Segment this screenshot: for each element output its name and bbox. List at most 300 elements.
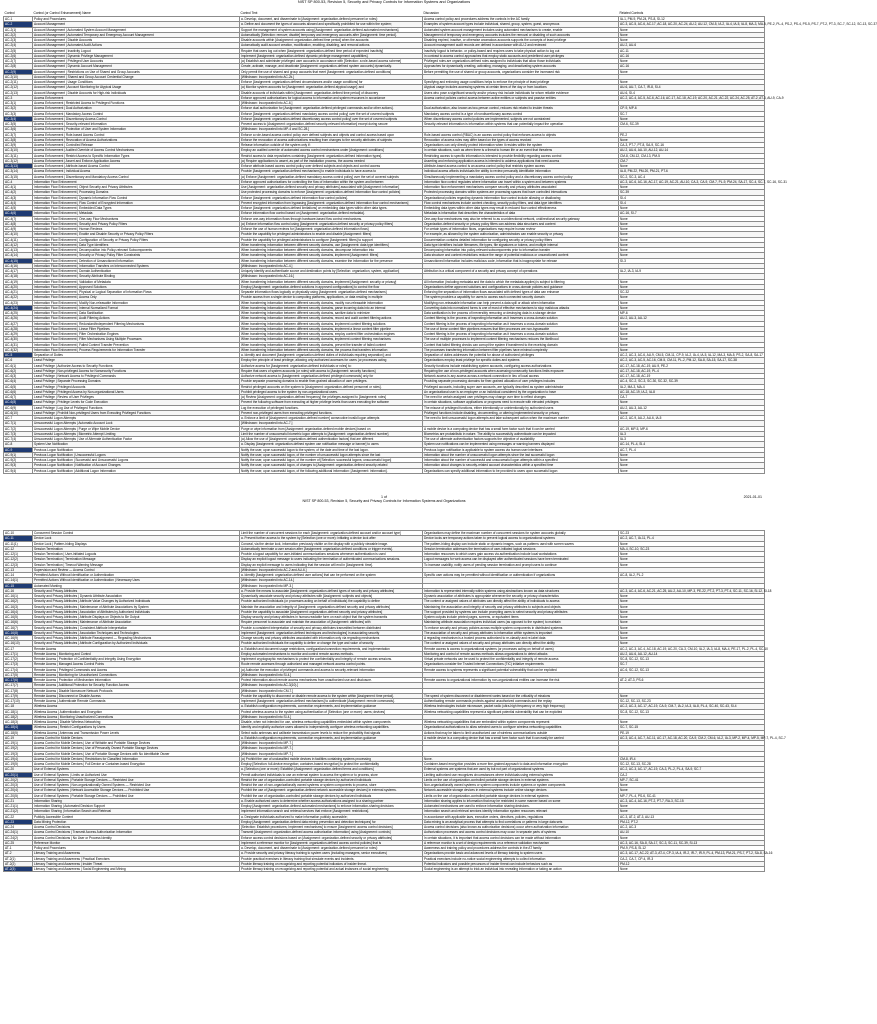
discussion-cell: Individual access affords individuals the ability to review personally identifiable information (423, 169, 619, 174)
related-controls-cell: None (619, 342, 765, 347)
related-controls-cell: IA-2, IA-3, IA-9 (619, 269, 765, 274)
control-text-cell: Log the execution of privileged functions. (240, 405, 423, 410)
control-text-cell: Implement a reference monitor for [Assignment: organization-defined access control policies] that is (240, 840, 423, 845)
control-name-cell: Information Flow Enforcement | Security Attribute Binding (33, 274, 240, 279)
control-id-cell: AC-12(2) (4, 557, 33, 562)
related-controls-cell: SI-4 (619, 200, 765, 205)
discussion-cell: Access control decisions (also known as authorization decisions) occur when authorization information (423, 825, 619, 830)
control-id-cell: AC-4(18) (4, 274, 33, 279)
discussion-cell: Automated system account management includes using automated mechanisms to create, enable (423, 27, 619, 32)
related-controls-cell: None (619, 59, 765, 64)
discussion-cell: Privileged accounts, including super user accounts, are typically described as system administrator (423, 384, 619, 389)
control-name-cell: Information Flow Enforcement | Filter Orchestration Engines (33, 332, 240, 337)
control-id-cell: AC-4(5) (4, 206, 33, 211)
control-text-cell: [Withdrawn: Incorporated into AC-6.] (240, 101, 423, 106)
table-row (4, 867, 765, 872)
discussion-cell: Dynamic association of attributes is appropriate whenever the security or privacy characteristics (423, 594, 619, 599)
control-id-cell: AC-19(4) (4, 756, 33, 761)
related-controls-cell: None (619, 641, 765, 646)
table-row (4, 468, 765, 473)
related-controls-cell: AU-2, AU-6 (619, 43, 765, 48)
related-controls-cell: IA-3 (619, 431, 765, 436)
control-text-cell: Maintain the association and integrity of [Assignment: organization-defined security and privacy attributes] (240, 604, 423, 609)
discussion-cell: Access control policies control access between active entities or subjects and passive entities (423, 95, 619, 100)
control-name-cell: Access Enforcement (33, 95, 240, 100)
control-text-cell: Prevent non-privileged users from executing privileged functions. (240, 410, 423, 415)
discussion-cell: Documentation contains detailed information for configuring security or privacy policy filters (423, 237, 619, 242)
control-text-cell: Only permit the use of shared and group accounts that meet [Assignment: organization-defined conditions] (240, 69, 423, 74)
control-id-cell: AC-20(5) (4, 793, 33, 798)
control-id-cell: AC-12(1) (4, 552, 33, 557)
control-id-cell: AC-23 (4, 819, 33, 824)
control-name-cell: Account Management | Dynamic Account Management (33, 64, 240, 69)
related-controls-cell: CM-8, CM-12, CM-13, PM-5 (619, 153, 765, 158)
control-name-cell: Information Flow Enforcement | Validation of Metadata (33, 279, 240, 284)
control-id-cell: AC-16(10) (4, 641, 33, 646)
discussion-cell: The need for certain assigned user privileges may change over time to reflect changes (423, 395, 619, 400)
control-id-cell: AC-4(10) (4, 232, 33, 237)
control-name-cell: Account Management | Usage Conditions (33, 80, 240, 85)
related-controls-cell: AU-2, AU-6, AU-12, AU-14 (619, 651, 765, 656)
control-name-cell: Unsuccessful Logon Attempts | Purge or Wipe Mobile Device (33, 426, 240, 431)
discussion-cell: Mandatory access control is a type of nondiscretionary access control (423, 111, 619, 116)
related-controls-cell: None (619, 221, 765, 226)
control-id-cell: AC-3 (4, 95, 33, 100)
related-controls-cell: SC-8, SC-12, SC-13 (619, 657, 765, 662)
control-name-cell: Information Flow Enforcement | Decomposition into Policy-relevant Subcomponents (33, 248, 240, 253)
control-name-cell: Account Management | Automated System Account Management (33, 27, 240, 32)
control-id-cell: AC-20(3) (4, 783, 33, 788)
related-controls-cell: AC-2, AC-3, AC-4, AC-18, AC-19, AC-20, CA-3, CM-10, IA-2, IA-3, IA-8, MA-4, PE-17, PL-2, PL-4, SC-10 (620, 646, 768, 651)
control-id-cell: AC-3(9) (4, 143, 33, 148)
control-text-cell: Release information outside of the system only if: (240, 143, 423, 148)
control-name-cell: Unsuccessful Logon Attempts (33, 416, 240, 421)
control-name-cell: Access Enforcement | Individual Access (33, 169, 240, 174)
control-name-cell: Previous Logon Notification | Additional Logon Information (33, 468, 240, 473)
related-controls-cell: IA-3 (619, 437, 765, 442)
control-name-cell: Information Sharing (33, 798, 240, 803)
control-id-cell: AC-2 (4, 22, 33, 27)
control-text-cell: Provide [Assignment: organization-defined mechanisms] to enable individuals to have access to (240, 169, 423, 174)
discussion-cell: Wireless networking capabilities that are embedded within system components represent (423, 720, 619, 725)
control-id-cell: AC-2(9) (4, 69, 33, 74)
related-controls-cell: None (619, 636, 765, 641)
control-id-cell: AC-7(2) (4, 426, 33, 431)
related-controls-cell: None (619, 788, 765, 793)
control-name-cell: Session Termination (33, 546, 240, 551)
related-controls-cell: None (619, 227, 765, 232)
control-text-cell: Identify and explicitly authorize users allowed to independently configure wireless networking capabilities. (240, 725, 423, 730)
related-controls-cell: SC-12, SC-13, SC-28 (619, 762, 765, 767)
control-text-cell: [Withdrawn: Incorporated into AC-2 and AU-6.] (240, 567, 423, 572)
control-id-cell: AC-19(5) (4, 762, 33, 767)
control-name-cell: Access Enforcement | Protection of User and System Information (33, 127, 240, 132)
control-id-cell: AC-4(1) (4, 185, 33, 190)
related-controls-cell: AU-2, AU-3, AU-12 (619, 405, 765, 410)
control-text-cell: Provide the capability for privileged administrators to configure [Assignment: filters] to support (240, 237, 423, 242)
discussion-cell: Remote access is access to organizational systems (or processes acting on behalf of users) (423, 646, 619, 651)
control-text-cell: Provide literacy training on recognizing and reporting potential and actual instances of social engineering (240, 867, 423, 872)
column-header-control: Control (4, 11, 15, 15)
control-id-cell: AC-3(7) (4, 132, 33, 137)
discussion-cell: Specific user actions may be permitted without identification or authentication if organizations (423, 573, 619, 578)
control-name-cell: Device Lock | Pattern-hiding Displays (33, 541, 240, 546)
control-name-cell: Information Flow Enforcement | Human Reviews (33, 227, 240, 232)
related-controls-cell: AC-2, AC-4, AC-5, AC-6, AC-16, AC-17, AC-18, AC-19, AC-20, AC-21, AC-22, AC-24, AC-25, AT-2, AT-3, AU-9, CA-9 (620, 95, 784, 100)
control-id-cell: AC-3(14) (4, 169, 33, 174)
control-id-cell: AC-4(30) (4, 337, 33, 342)
control-text-cell: Create, activate, manage, and deactivate [Assignment: organization-defined system accounts] dynamically. (240, 64, 423, 69)
discussion-cell: Organizations may define the maximum number of concurrent sessions for system accounts globally (423, 531, 619, 536)
control-id-cell: AC-3(12) (4, 158, 33, 163)
control-text-cell: a. Identify and document [Assignment: organization-defined duties of individuals requiring separation]; and (240, 353, 423, 358)
related-controls-cell: None (619, 720, 765, 725)
control-text-cell: Use [Assignment: organization-defined security and privacy attributes] associated with [Assignment: information] (240, 185, 423, 190)
discussion-cell: The misuse of privileged functions, either intentionally or unintentionally by authorized users (423, 405, 619, 410)
control-text-cell: Automatically terminate a user session after [Assignment: organization-defined conditions or trigger events]. (240, 546, 423, 551)
discussion-cell: In certain situations, software applications or programs need to execute with elevated privileges (423, 400, 619, 405)
control-name-cell: Access Enforcement | Assert and Enforce Application Access (33, 158, 240, 163)
related-controls-cell: AC-3, AC-16, SA-8, SA-17, SC-3, SC-11, SC-39, SI-13 (619, 840, 765, 845)
related-controls-cell: SC-12, SC-13, SC-23 (619, 699, 765, 704)
control-id-cell: AC-21(1) (4, 804, 33, 809)
control-id-cell: AC-20(4) (4, 788, 33, 793)
related-controls-cell: AC-2, AC-3, AC-17, AC-19, CA-3, PL-2, PL-4, SA-9, SC-7 (619, 767, 765, 772)
discussion-cell: Simultaneously implementing a mandatory access control policy and a discretionary access control policy (423, 174, 619, 179)
control-text-cell: Display security and privacy attributes in human-readable form on each object that the system transmits (240, 615, 423, 620)
control-name-cell: Least Privilege | Separate Processing Domains (33, 379, 240, 384)
discussion-cell: Information resources to which users gain access via authentication include local workstations (423, 552, 619, 557)
control-id-cell: AC-12(3) (4, 562, 33, 567)
discussion-cell: Data mining is an analytical process that attempts to find correlations or patterns in large data sets (423, 819, 619, 824)
discussion-cell: Previous logon notification is applicable to system access via human user interfaces (423, 447, 619, 452)
related-controls-cell: AC-2, AC-9, AU-2, AU-6, IA-5 (619, 416, 765, 421)
control-name-cell: Publicly Accessible Content (33, 814, 240, 819)
control-name-cell: Remote Access | Protection of Confidentiality and Integrity Using Encryption (33, 657, 240, 662)
control-name-cell: Account Management | Account Monitoring for Atypical Usage (33, 85, 240, 90)
control-id-cell: AC-8 (4, 442, 33, 447)
discussion-cell: The use of linear content filter pipelines ensures that filter processes are non-bypassable (423, 326, 619, 331)
control-text-cell: When transferring information between different security domains, implement a linear content filter pipeline (240, 326, 423, 331)
discussion-cell: To increase usability, notify users of pending session termination and prompt users to continue (423, 562, 619, 567)
control-id-cell: AC-2(10) (4, 74, 33, 79)
control-text-cell: Limit the number of concurrent sessions for each [Assignment: organization-defined account and/or account type] (240, 531, 423, 536)
discussion-cell: A reference monitor is a set of design requirements on a reference validation mechanism (423, 840, 619, 845)
control-name-cell: Remote Access | Privileged Commands and Access (33, 667, 240, 672)
control-name-cell: Reference Monitor (33, 840, 240, 845)
control-name-cell: Literacy Training and Awareness | Insider Threat (33, 861, 240, 866)
control-name-cell: System Use Notification (33, 442, 240, 447)
control-id-cell: AC-7(3) (4, 431, 33, 436)
discussion-cell: The use of multiple processes to implement content filtering mechanisms reduces the likelihood (423, 337, 619, 342)
discussion-cell: The system provides a capability for users to access each connected security domain (423, 295, 619, 300)
discussion-cell: Maintaining attribute association requires individual users (as opposed to the system) to maintain (423, 620, 619, 625)
control-id-cell: AC-4(27) (4, 321, 33, 326)
control-name-cell: Security and Privacy Attributes | Association Techniques and Technologies (33, 630, 240, 635)
control-id-cell: AC-4(29) (4, 332, 33, 337)
control-text-cell: Notify the user, upon successful logon to the system, of the date and time of the last logon. (240, 447, 423, 452)
control-name-cell: Remote Access | Monitoring for Unauthorized Connections (33, 672, 240, 677)
control-text-cell: When transferring information between different security domains, parse incoming data into an internal (240, 305, 423, 310)
control-id-cell: AC-9(4) (4, 468, 33, 473)
control-name-cell: Least Privilege | Review of User Privileges (33, 395, 240, 400)
control-id-cell: AC-6(10) (4, 410, 33, 415)
related-controls-cell: None (619, 326, 765, 331)
control-name-cell: Information Flow Enforcement | Embedded Data Types (33, 206, 240, 211)
control-text-cell: Disable accounts within [Assignment: organization-defined time period] when the accounts: (240, 38, 423, 43)
related-controls-cell: AC-2, AC-3, AC-17, AC-19, CA-9, CM-7, IA-2, IA-3, IA-8, PL-4, SC-40, SC-43, SI-4 (619, 704, 765, 709)
control-name-cell: Permitted Actions Without Identification or Authentication (33, 573, 240, 578)
control-name-cell: Remote Access | Managed Access Control Points (33, 662, 240, 667)
related-controls-cell: None (619, 164, 765, 169)
discussion-cell: Converting data into normalized forms is one of most of effective mechanisms to stop malicious attacks (423, 305, 619, 310)
related-controls-cell: None (619, 541, 765, 546)
related-controls-cell: MP-6 (619, 311, 765, 316)
discussion-cell: Inactivity logout is behavior- or policy-based and requires users to take physical action to log out (423, 48, 619, 53)
control-text-cell: (a) Enforce [Assignment: organization-defined mandatory access control policy] over the set of covered subjects (240, 174, 423, 179)
control-text-cell: Provide authorized individuals (or processes acting on behalf of individuals) the capability to define (240, 599, 423, 604)
control-text-cell: Enforce [Assignment: organization-defined information flow control policies]. (240, 195, 423, 200)
control-text-cell: Prohibit privileged access to the system by non-organizational users. (240, 389, 423, 394)
discussion-cell: Decomposing information into policy-relevant subcomponents prior to information transfer (423, 248, 619, 253)
related-controls-cell: None (619, 625, 765, 630)
control-id-cell: AC-4(6) (4, 211, 33, 216)
control-text-cell: (a) Establish and administer privileged user accounts in accordance with [Selection: a role-based access scheme] (240, 59, 423, 64)
discussion-cell: An organizational user is an employee or an individual considered by the organization to have (423, 389, 619, 394)
related-controls-cell: AC-2, AC-3 (619, 825, 765, 830)
control-name-cell: Least Privilege | Privileged Access by Non-organizational Users (33, 389, 240, 394)
discussion-cell: Attribute-based access control is an access control policy that restricts system access (423, 164, 619, 169)
control-name-cell: Access Enforcement | Role-based Access Control (33, 132, 240, 137)
control-name-cell: Security and Privacy Attributes | Association of Attributes by Authorized Individuals (33, 609, 240, 614)
related-controls-cell: SC-7 (619, 111, 765, 116)
related-controls-cell: None (619, 337, 765, 342)
discussion-cell: Security-relevant information is information within systems that can potentially impact the operation (423, 122, 619, 127)
related-controls-cell: AC-3, AC-17, AC-22, AT-3, AT-4, CP-3, IA-4, IR-2, IR-7, IR-9, PL-4, PM-13, PM-21, PS-7, PT-2, SA-8, SA-16 (620, 851, 773, 856)
discussion-cell: Data structure and content restrictions reduce the range of potential malicious or unsanctioned content (423, 253, 619, 258)
control-id-cell: AC-1 (4, 17, 33, 22)
control-name-cell: Information Flow Enforcement | Enable and Disable Security or Privacy Policy Filters (33, 232, 240, 237)
control-name-cell: Use of External Systems | Portable Storage Devices — Restricted Use (33, 777, 240, 782)
discussion-cell: Non-organizationally owned systems or system components include systems or system components (423, 783, 619, 788)
control-text-cell: [Withdrawn: Incorporated into AC-16.] (240, 274, 423, 279)
control-text-cell: Enforce approved authorizations for controlling the flow of information within the system and between (240, 179, 423, 184)
control-name-cell: Access Enforcement | Restricted Access to Privileged Functions (33, 101, 240, 106)
discussion-cell: A mobile device is a computing device that has a small form factor such that it can be carried (423, 426, 619, 431)
control-text-cell: Disable, when not intended for use, wireless networking capabilities embedded within system components (240, 720, 423, 725)
control-id-cell: AC-3(5) (4, 122, 33, 127)
discussion-cell: Approaches for dynamically creating, activating, managing, and deactivating system accounts (423, 64, 619, 69)
control-id-cell: AC-9(3) (4, 463, 33, 468)
discussion-cell: The speed of system disconnect or disablement varies based on the criticality of missions (423, 693, 619, 698)
control-id-cell: AC-3(1) (4, 101, 33, 106)
discussion-cell: Monitoring and control of remote access methods allows organizations to detect attacks (423, 651, 619, 656)
related-controls-cell: None (619, 452, 765, 457)
control-name-cell: Information Flow Enforcement | Detection of Unsanctioned Information (33, 258, 240, 263)
control-name-cell: Security and Privacy Attributes | Attribute Value Changes by Authorized Individuals (33, 599, 240, 604)
control-id-cell: AC-4(24) (4, 305, 33, 310)
related-controls-cell: SC-32 (619, 290, 765, 295)
related-controls-cell: None (619, 620, 765, 625)
control-name-cell: Account Management | Shared and Group Account Credential Change (33, 74, 240, 79)
discussion-cell: Remote access to organizational information by non-organizational entities can increase the risk (423, 678, 619, 683)
control-id-cell: AC-14(1) (4, 578, 33, 583)
related-controls-cell: SC-2, SC-3, AC-4 (619, 174, 765, 179)
control-name-cell: Information Flow Enforcement | Internal Normalized Format (33, 305, 240, 310)
page-number: 1 of (381, 495, 387, 499)
control-name-cell: Least Privilege (33, 358, 240, 363)
discussion-cell: Organizations consider the Trusted Internet Connections (TIC) initiative requirements (423, 662, 619, 667)
related-controls-cell: AC-3, AT-2, AT-3, AU-13 (619, 814, 765, 819)
discussion-cell: Specifying and enforcing usage conditions helps to enforce the principle of least privilege (423, 80, 619, 85)
control-id-cell: AC-13 (4, 567, 33, 572)
discussion-cell: Logout messages for web access can be displayed after authenticated sessions have been terminated (423, 557, 619, 562)
discussion-cell: Modifying non-releasable information can help prevent a data spill or attack when information (423, 300, 619, 305)
control-name-cell: Information Flow Enforcement | Security or Privacy Policy Filter Constraints (33, 253, 240, 258)
related-controls-cell: None (619, 305, 765, 310)
control-id-cell: AC-2(11) (4, 80, 33, 85)
control-name-cell: Information Flow Enforcement | Redundant/independent Filtering Mechanisms (33, 321, 240, 326)
control-text-cell: Employ [Assignment: organization-defined automated mechanisms] to enforce information-sharing decisions (240, 804, 423, 809)
control-id-cell: AC-4(28) (4, 326, 33, 331)
related-controls-cell: None (619, 835, 765, 840)
control-text-cell: Prohibit the use of [Assignment: organization-defined network accessible storage devices] in external systems. (240, 788, 423, 793)
related-controls-cell: MA-4, SC-10, SC-23 (619, 546, 765, 551)
control-name-cell: Account Management | Disable Accounts (33, 38, 240, 43)
control-id-cell: AT-2(1) (4, 856, 33, 861)
control-text-cell: Prohibit the use of organization-controlled portable storage devices by authorized individuals (240, 793, 423, 798)
control-name-cell: Data Mining Protection (33, 819, 240, 824)
control-id-cell: AC-6(1) (4, 363, 33, 368)
control-id-cell: AC-25 (4, 840, 33, 845)
page-footer (0, 495, 768, 505)
discussion-cell: Embedding data types within other data types may result in reduced flow control effectiveness (423, 206, 619, 211)
discussion-cell: Practical exercises include no-notice social engineering attempts to collect information (423, 856, 619, 861)
related-controls-cell: None (619, 410, 765, 415)
control-text-cell: Provide the capability to associate [Assignment: organization-defined security and privacy attributes] (240, 609, 423, 614)
discussion-cell: Information about changes to security-related account characteristics within a specified time (423, 463, 619, 468)
control-text-cell: Employ [Assignment: organization-defined data mining prevention and detection techniques] for (240, 819, 423, 824)
control-text-cell: Enforce [Assignment: organization-defined mandatory access control policy] over the set of covered subjects (240, 111, 423, 116)
control-name-cell: Previous Logon Notification | Unsuccessful Logons (33, 452, 240, 457)
related-controls-cell: None (619, 562, 765, 567)
control-text-cell: Protect wireless access to the system using authentication of [Selection (one or more): users; devices] (240, 709, 423, 714)
related-controls-cell: AC-16 (619, 53, 765, 58)
control-text-cell: a. [Selection (one or more): Establish [Assignment: organization-defined terms and conditions] (240, 767, 423, 772)
discussion-cell: Organizations can specify additional information to be provided to users upon successful logon (423, 468, 619, 473)
control-text-cell: a. Prevent further access to the system by [Selection (one or more): initiating a device lock after (240, 536, 423, 541)
control-name-cell: Information Flow Enforcement | Security and Privacy Policy Filters (33, 221, 240, 226)
column-header-name: Control (or Control Enhancement) Name (33, 11, 91, 15)
control-id-cell: AC-4(21) (4, 290, 33, 295)
control-id-cell: AC-17(9) (4, 693, 33, 698)
control-text-cell: Select radio antennas and calibrate transmission power levels to reduce the probability that signals (240, 730, 423, 735)
control-name-cell: Unsuccessful Logon Attempts | Automatic Account Lock (33, 421, 240, 426)
control-name-cell: Access Control Decisions | No User or Process Identity (33, 835, 240, 840)
control-id-cell: AC-4(32) (4, 347, 33, 352)
related-controls-cell: AC-3, AC-4, AC-6, AC-21, AC-25, AU-2, AU-10, MP-3, PE-22, PT-2, PT-3, PT-4, SC-11, SC-16, SI-12, SI-18 (620, 588, 772, 593)
related-controls-cell: AC-3, AC-6, AC-16, AC-17, AC-19, AC-21, AU-10, CA-3, CA-9, CM-7, PL-9, PM-24, SA-17, SC-4, SC-7, SC-16, SC-31 (620, 179, 787, 184)
related-controls-cell: CP-9, MP-6 (619, 106, 765, 111)
control-name-cell: Remote Access | Authenticate Remote Commands (33, 699, 240, 704)
control-id-cell: AC-2(6) (4, 53, 33, 58)
discussion-cell: Limits on the use of organization-controlled portable storage devices in external systems (423, 777, 619, 782)
discussion-cell: Authenticating remote commands protects against unauthorized commands and the replay (423, 699, 619, 704)
control-name-cell: Wireless Access | Authentication and Encryption (33, 709, 240, 714)
discussion-cell: Management of temporary and emergency accounts includes the removal or disabling of such accounts (423, 32, 619, 37)
control-id-cell: AC-16(9) (4, 636, 33, 641)
related-controls-cell: IA-2, MA-3, MA-4 (619, 384, 765, 389)
control-name-cell: Information Flow Enforcement | Flow Control of Encrypted Information (33, 200, 240, 205)
discussion-cell: Protected processing domains within systems are processing spaces that have controlled interactions (423, 190, 619, 195)
related-controls-cell: AU-10 (619, 830, 765, 835)
control-name-cell: Access Control for Mobile Devices | Use of Personally Owned Portable Storage Devices (33, 746, 240, 751)
control-text-cell: Employ [Selection: full-device encryption; container-based encryption] to protect the confidentiality (240, 762, 423, 767)
control-text-cell: [Withdrawn: Incorporated into AC-2k.] (240, 74, 423, 79)
control-name-cell: Access Enforcement | Mandatory Access Control (33, 111, 240, 116)
control-id-cell: AC-3(11) (4, 153, 33, 158)
control-id-cell: AC-4(16) (4, 263, 33, 268)
control-name-cell: Information Flow Enforcement | Process Requirements for Information Transfer (33, 347, 240, 352)
control-name-cell: Information Flow Enforcement | Access Only (33, 295, 240, 300)
control-id-cell: AC-4(7) (4, 216, 33, 221)
related-controls-cell: AC-2, AC-7, IA-11, PL-4 (619, 536, 765, 541)
control-name-cell: Information Flow Enforcement | Configuration of Security or Privacy Policy Filters (33, 237, 240, 242)
control-name-cell: Security and Privacy Attributes | Attribute Displays on Objects to Be Output (33, 615, 240, 620)
discussion-cell: All information (including metadata and the data to which the metadata applies) is subject to filtering (423, 279, 619, 284)
control-text-cell: [Withdrawn: Incorporated into MP-7.] (240, 746, 423, 751)
discussion-cell: Content filtering is the process of inspecting information as it traverses a cross-domain solution (423, 316, 619, 321)
control-name-cell: Account Management (33, 22, 240, 27)
control-name-cell: Information Flow Enforcement | Data Sanitization (33, 311, 240, 316)
control-name-cell: Separation of Duties (33, 353, 240, 358)
control-name-cell: Device Lock (33, 536, 240, 541)
related-controls-cell: AU-6, SI-4 (619, 90, 765, 95)
control-id-cell: AC-10 (4, 531, 33, 536)
discussion-cell: Information about the number of successful and unsuccessful logon attempts within a specified (423, 458, 619, 463)
control-name-cell: Information Flow Enforcement | Metadata (33, 211, 240, 216)
related-controls-cell: None (619, 242, 765, 247)
control-text-cell: Require that users of system accounts (or roles) with access to [Assignment: security functions] (240, 368, 423, 373)
control-text-cell: Provide separate processing domains to enable finer-grained allocation of user privileges. (240, 379, 423, 384)
control-text-cell: a. Define and document the types of accounts allowed and specifically prohibited for use within the system; (240, 22, 423, 27)
discussion-cell: Remote access to systems represents a significant potential vulnerability that can be exploited (423, 667, 619, 672)
discussion-cell: Disabling expired, inactive, or otherwise anomalous accounts supports the concepts of least privilege (423, 38, 619, 43)
control-id-cell: AC-3(4) (4, 116, 33, 121)
control-id-cell: AC-24 (4, 825, 33, 830)
control-text-cell: Automatically audit account creation, modification, enabling, disabling, and removal actions. (240, 43, 423, 48)
control-text-cell: Enforce [Assignment: organization-defined discretionary access control policy] over the set of covered subjects (240, 116, 423, 121)
related-controls-cell: None (619, 321, 765, 326)
control-id-cell: AC-18(1) (4, 709, 33, 714)
control-id-cell: AC-17(3) (4, 662, 33, 667)
control-id-cell: AC-18(2) (4, 714, 33, 719)
control-id-cell: AC-20(1) (4, 772, 33, 777)
discussion-cell: In certain situations, such as when there is a threat to human life or an event that threatens (423, 148, 619, 153)
control-id-cell: AC-19(1) (4, 741, 33, 746)
control-name-cell: Remote Access | Disconnect or Disable Access (33, 693, 240, 698)
control-name-cell: Information Flow Enforcement | Linear Filter Pipelines (33, 326, 240, 331)
control-text-cell: Require personnel to associate and maintain the association of [Assignment: attributes] with (240, 620, 423, 625)
control-text-cell: Implement information search and retrieval services that enforce [Assignment: restrictions]. (240, 809, 423, 814)
controls-table (3, 530, 786, 872)
control-id-cell: AC-21(2) (4, 809, 33, 814)
control-text-cell: Protect information about remote access mechanisms from unauthorized use and disclosure. (240, 678, 423, 683)
control-name-cell: Policy and Procedures (33, 846, 240, 851)
control-text-cell: Route remote accesses through authorized and managed network access control points. (240, 662, 423, 667)
control-text-cell: [Withdrawn: Incorporated into AC-4.] (240, 263, 423, 268)
control-id-cell: AC-17(8) (4, 688, 33, 693)
